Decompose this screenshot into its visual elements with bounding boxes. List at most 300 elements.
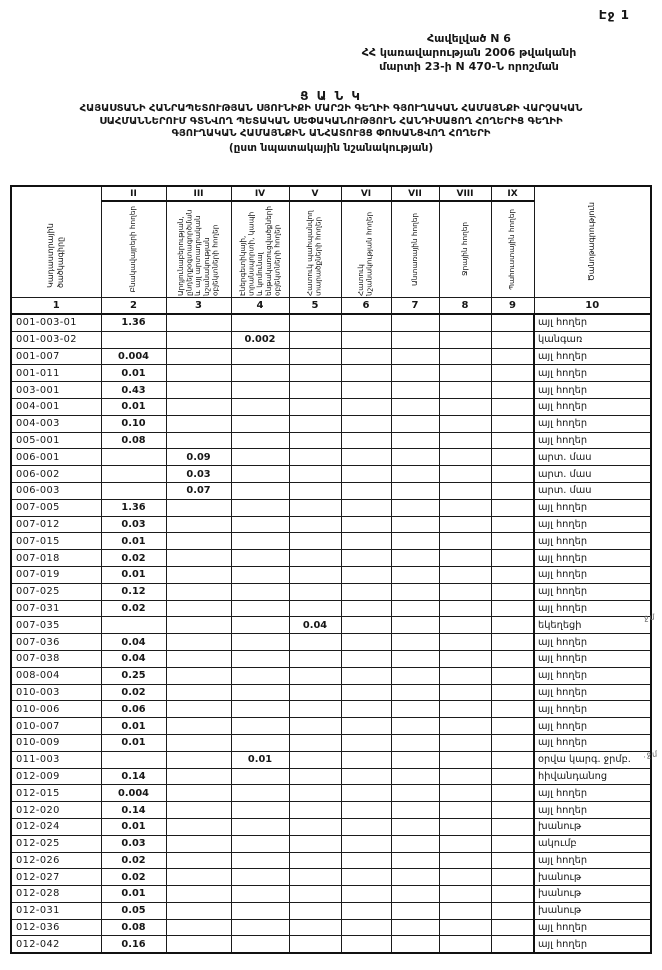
cell-note: խանութ: [534, 902, 651, 919]
cell-value: [231, 566, 289, 583]
cell-value: [391, 751, 439, 768]
cell-value: [289, 818, 341, 835]
header-special-purpose-lands-label: Հատուկ նշանակության հողեր: [356, 211, 374, 296]
cell-note: ակումբ: [534, 835, 651, 852]
table-row: [11, 348, 651, 365]
cell-value: [491, 365, 534, 382]
cell-value: [391, 466, 439, 483]
cell-note: արտ. մաս: [534, 449, 651, 466]
roman-V: V: [289, 186, 341, 201]
cell-value: 0.002: [231, 331, 289, 348]
cell-code: 012-024: [11, 818, 101, 835]
cell-code: 011-003: [11, 751, 101, 768]
cell-value: [491, 550, 534, 567]
cell-value: 0.01: [101, 365, 166, 382]
cell-value: [101, 331, 166, 348]
cell-value: [341, 919, 391, 936]
cell-value: [491, 869, 534, 886]
cell-value: [166, 785, 231, 802]
header-water-lands-label: Ջրային հողեր: [459, 222, 469, 277]
cell-code: 006-002: [11, 466, 101, 483]
cell-value: [166, 583, 231, 600]
table-row: [11, 634, 651, 651]
cell-value: [341, 466, 391, 483]
cell-note: այլ հողեր: [534, 382, 651, 399]
cell-value: [491, 634, 534, 651]
cell-value: [391, 499, 439, 516]
header-infrastructure-lands: [231, 201, 289, 298]
table-row: [11, 432, 651, 449]
table-row: [11, 886, 651, 903]
cell-value: [491, 902, 534, 919]
table-row: [11, 583, 651, 600]
cell-value: [101, 449, 166, 466]
cell-value: [491, 701, 534, 718]
cell-value: [491, 785, 534, 802]
cell-value: [341, 533, 391, 550]
cell-value: [231, 382, 289, 399]
cell-value: [166, 902, 231, 919]
roman-numeral-row: [11, 186, 651, 201]
column-number-row: [11, 298, 651, 315]
table-body: [11, 314, 651, 953]
cell-value: [439, 634, 491, 651]
cell-value: [439, 886, 491, 903]
cell-value: [439, 550, 491, 567]
cell-value: [391, 634, 439, 651]
cell-code: 007-012: [11, 516, 101, 533]
cell-value: [391, 382, 439, 399]
cell-value: [439, 583, 491, 600]
cell-value: 0.004: [101, 785, 166, 802]
cell-value: [166, 835, 231, 852]
cell-value: [439, 314, 491, 331]
cell-note: այլ հողեր: [534, 499, 651, 516]
cell-value: 0.02: [101, 600, 166, 617]
cell-value: [439, 566, 491, 583]
table-row: [11, 936, 651, 953]
cell-value: [166, 818, 231, 835]
table-row: [11, 314, 651, 331]
cell-value: [289, 667, 341, 684]
cell-code: 007-031: [11, 600, 101, 617]
cell-value: [491, 852, 534, 869]
cell-value: 0.01: [101, 566, 166, 583]
cell-value: [289, 634, 341, 651]
cell-value: [231, 482, 289, 499]
table-row: [11, 382, 651, 399]
document-title: [0, 90, 662, 155]
cell-value: [491, 499, 534, 516]
table-row: [11, 785, 651, 802]
cell-value: [391, 734, 439, 751]
cell-value: [439, 785, 491, 802]
cell-value: [391, 600, 439, 617]
cell-value: [231, 667, 289, 684]
table-row: [11, 331, 651, 348]
cell-value: [166, 802, 231, 819]
cell-value: 0.25: [101, 667, 166, 684]
cell-value: [289, 701, 341, 718]
title-line-3: ԳՅՈՒՂԱԿԱՆ ՀԱՄԱՅՆՔԻՆ ԱՆՀԱՏՈՒՅՑ ՓՈԽԱՆՑՎՈՂ ՀՈՂԵՐԻ: [171, 128, 491, 139]
cell-value: [289, 449, 341, 466]
cell-value: [289, 499, 341, 516]
cell-value: [491, 533, 534, 550]
cell-value: [439, 902, 491, 919]
cell-code: 012-020: [11, 802, 101, 819]
cell-value: [491, 482, 534, 499]
cell-value: [491, 667, 534, 684]
cell-value: [341, 550, 391, 567]
cell-value: [491, 466, 534, 483]
cell-value: [289, 516, 341, 533]
cell-code: 005-001: [11, 432, 101, 449]
cell-value: 0.02: [101, 684, 166, 701]
cell-value: [391, 768, 439, 785]
cell-code: 012-025: [11, 835, 101, 852]
cell-value: [166, 432, 231, 449]
cell-value: [166, 768, 231, 785]
header-water-lands: [439, 201, 491, 298]
cell-value: [391, 314, 439, 331]
cell-value: [439, 684, 491, 701]
cell-note: կանգառ: [534, 331, 651, 348]
table-row: [11, 482, 651, 499]
cell-code: 006-003: [11, 482, 101, 499]
appendix-line: Հավելված N 6: [427, 32, 511, 45]
cell-value: [166, 919, 231, 936]
cell-value: [341, 432, 391, 449]
cell-value: 0.04: [101, 650, 166, 667]
cell-value: [491, 718, 534, 735]
table-row: [11, 650, 651, 667]
title-subtitle: (ըստ նպատակային նշանակության): [228, 141, 434, 154]
cell-value: [289, 583, 341, 600]
cell-value: [341, 785, 391, 802]
cell-value: [231, 415, 289, 432]
cell-value: [166, 516, 231, 533]
cell-value: [166, 936, 231, 953]
cell-value: [439, 768, 491, 785]
cell-value: [231, 734, 289, 751]
cell-value: [166, 650, 231, 667]
header-infrastructure-lands-label: Էներգետիկայի, տրանսպորտի, կապի և կոմունալ ենթակառուցվածքների օբյեկտների հողեր: [237, 205, 281, 296]
header-reserve-lands: [491, 201, 534, 298]
cell-code: 006-001: [11, 449, 101, 466]
cell-value: [289, 432, 341, 449]
cell-value: [231, 802, 289, 819]
cell-value: [391, 936, 439, 953]
cell-value: [289, 466, 341, 483]
cell-value: [231, 684, 289, 701]
header-cadastral-code-label: Կադաստրային ծածկագիրը: [46, 223, 66, 288]
cell-value: [289, 365, 341, 382]
cell-value: [491, 751, 534, 768]
cell-value: [341, 768, 391, 785]
cell-value: 0.10: [101, 415, 166, 432]
cell-value: [341, 667, 391, 684]
cell-value: 0.08: [101, 919, 166, 936]
cell-value: [231, 886, 289, 903]
cell-value: [391, 902, 439, 919]
cell-note: այլ հողեր: [534, 566, 651, 583]
cell-value: [439, 466, 491, 483]
cell-value: [439, 533, 491, 550]
cell-value: [391, 852, 439, 869]
cell-note: հիվանդանոց: [534, 768, 651, 785]
cell-value: [101, 466, 166, 483]
table-row: [11, 684, 651, 701]
cell-value: [391, 919, 439, 936]
cell-value: [439, 331, 491, 348]
header-forest-lands: [391, 201, 439, 298]
cell-value: [289, 734, 341, 751]
cell-value: [491, 398, 534, 415]
table-row: [11, 768, 651, 785]
cell-value: 0.01: [101, 886, 166, 903]
cell-value: [491, 566, 534, 583]
cell-value: [491, 617, 534, 634]
cell-value: [391, 331, 439, 348]
cell-value: 0.12: [101, 583, 166, 600]
cell-value: [491, 516, 534, 533]
cell-note: եկեղեցի: [534, 617, 651, 634]
table-row: [11, 415, 651, 432]
cell-value: [491, 768, 534, 785]
cell-value: [391, 802, 439, 819]
cell-value: 0.06: [101, 701, 166, 718]
cell-value: [231, 835, 289, 852]
cell-value: [391, 818, 439, 835]
table-row: [11, 449, 651, 466]
cell-code: 010-006: [11, 701, 101, 718]
title-line-2: ՍԱՀՄԱՆՆԵՐՈՒՄ ԳՏՆՎՈՂ ՊԵՏԱԿԱՆ ՍԵՓԱԿԱՆՈՒԹՅՈՒՆ ՀԱՆԴԻՍԱՑՈՂ ՀՈՂԵՐԻՑ ԳԵՂԻԻ: [99, 115, 563, 127]
cell-value: [341, 835, 391, 852]
margin-handwritten-mark-1: ջմ: [644, 612, 657, 623]
cell-value: [166, 734, 231, 751]
table-row: [11, 718, 651, 735]
cell-value: [341, 802, 391, 819]
cell-value: [231, 348, 289, 365]
roman-VI: VI: [341, 186, 391, 201]
cell-note: օրվա կարգ. ջրմբ.: [534, 751, 651, 768]
cell-value: [166, 667, 231, 684]
cell-value: [231, 902, 289, 919]
cell-value: [341, 415, 391, 432]
cell-value: [341, 818, 391, 835]
cell-value: [341, 734, 391, 751]
government-line-2: մարտի 23-ի N 470-Ն որոշման: [379, 60, 559, 73]
cell-note: այլ հողեր: [534, 600, 651, 617]
cell-note: այլ հողեր: [534, 667, 651, 684]
cell-note: այլ հողեր: [534, 785, 651, 802]
cell-value: [166, 617, 231, 634]
table-row: [11, 701, 651, 718]
cell-value: [391, 550, 439, 567]
cell-value: [166, 852, 231, 869]
cell-value: [166, 600, 231, 617]
cell-value: [391, 886, 439, 903]
cell-note: այլ հողեր: [534, 314, 651, 331]
colnum-10: 10: [534, 298, 651, 315]
cell-value: [391, 617, 439, 634]
cell-value: [166, 684, 231, 701]
table-row: [11, 869, 651, 886]
cell-value: [439, 415, 491, 432]
cell-value: 0.16: [101, 936, 166, 953]
government-line-1: ՀՀ կառավարության 2006 թվականի: [361, 46, 577, 59]
cell-code: 001-003-02: [11, 331, 101, 348]
cell-value: [439, 734, 491, 751]
cell-value: [231, 718, 289, 735]
cell-note: այլ հողեր: [534, 634, 651, 651]
cell-value: [166, 499, 231, 516]
cell-value: [231, 818, 289, 835]
cell-note: այլ հողեր: [534, 718, 651, 735]
cell-value: [341, 398, 391, 415]
cell-value: [166, 869, 231, 886]
colnum-8: 8: [439, 298, 491, 315]
cell-value: [341, 516, 391, 533]
cell-code: 007-019: [11, 566, 101, 583]
cell-code: 012-031: [11, 902, 101, 919]
cell-value: [341, 348, 391, 365]
cell-value: [101, 482, 166, 499]
cell-value: [439, 617, 491, 634]
table-row: [11, 466, 651, 483]
roman-IV: IV: [231, 186, 289, 201]
cell-code: 010-007: [11, 718, 101, 735]
cell-note: այլ հողեր: [534, 852, 651, 869]
appendix-header: [304, 32, 634, 74]
cell-value: [341, 365, 391, 382]
cell-value: [231, 449, 289, 466]
header-settlement-lands-label: Բնակավայրերի հողեր: [128, 206, 138, 293]
cell-value: 0.04: [289, 617, 341, 634]
header-industrial-lands-label: Արդյունաբերության, ընդերքօգտագործման և այլ արտադրական նշանակության օբյեկտների հողեր: [176, 209, 220, 296]
cell-value: [491, 600, 534, 617]
cell-value: 0.08: [101, 432, 166, 449]
table-row: [11, 902, 651, 919]
cell-value: [391, 869, 439, 886]
cell-code: 001-007: [11, 348, 101, 365]
cell-code: 012-028: [11, 886, 101, 903]
cell-note: այլ հողեր: [534, 348, 651, 365]
cell-value: [391, 650, 439, 667]
cell-value: [231, 936, 289, 953]
cell-note: արտ. մաս: [534, 466, 651, 483]
cell-value: [491, 802, 534, 819]
cell-value: [439, 701, 491, 718]
cell-value: [289, 852, 341, 869]
cell-value: [491, 936, 534, 953]
cell-value: [341, 600, 391, 617]
cell-value: [439, 600, 491, 617]
cell-value: [341, 886, 391, 903]
cell-value: [491, 835, 534, 852]
table-row: [11, 667, 651, 684]
cell-value: [439, 449, 491, 466]
cell-value: 1.36: [101, 499, 166, 516]
cell-value: 0.07: [166, 482, 231, 499]
cell-note: այլ հողեր: [534, 802, 651, 819]
title-caption: Ց Ա Ն Կ: [300, 89, 362, 103]
cell-value: 0.03: [101, 835, 166, 852]
cell-value: 0.03: [101, 516, 166, 533]
cell-value: [341, 617, 391, 634]
table-row: [11, 835, 651, 852]
cell-value: [391, 667, 439, 684]
cell-value: [341, 449, 391, 466]
cell-value: [439, 432, 491, 449]
cell-value: 1.36: [101, 314, 166, 331]
cell-value: [439, 936, 491, 953]
cell-value: [341, 936, 391, 953]
cell-code: 012-009: [11, 768, 101, 785]
header-protected-lands: [289, 201, 341, 298]
cell-value: [231, 533, 289, 550]
cell-value: 0.01: [101, 734, 166, 751]
cell-value: [341, 701, 391, 718]
cell-value: [231, 550, 289, 567]
cell-value: [341, 499, 391, 516]
cell-value: [231, 432, 289, 449]
cell-value: [289, 835, 341, 852]
table-row: [11, 734, 651, 751]
cell-value: [439, 818, 491, 835]
cell-value: 0.04: [101, 634, 166, 651]
cell-value: [166, 533, 231, 550]
cell-value: [166, 550, 231, 567]
cell-value: [391, 398, 439, 415]
cell-value: [439, 499, 491, 516]
cell-value: [289, 902, 341, 919]
header-special-purpose-lands: [341, 201, 391, 298]
cell-value: [166, 751, 231, 768]
cell-value: [341, 566, 391, 583]
cell-value: [289, 398, 341, 415]
cell-code: 012-042: [11, 936, 101, 953]
cell-value: [391, 785, 439, 802]
cell-value: [341, 314, 391, 331]
cell-value: [289, 684, 341, 701]
cell-value: 0.05: [101, 902, 166, 919]
cell-value: [439, 919, 491, 936]
cell-value: 0.01: [231, 751, 289, 768]
cell-value: [341, 583, 391, 600]
cell-value: [391, 835, 439, 852]
cell-value: [166, 348, 231, 365]
cell-value: [289, 768, 341, 785]
cell-code: 012-026: [11, 852, 101, 869]
cell-value: [491, 734, 534, 751]
cell-value: [231, 768, 289, 785]
cell-note: այլ հողեր: [534, 365, 651, 382]
cell-value: [391, 583, 439, 600]
cell-note: խանութ: [534, 818, 651, 835]
cell-value: 0.01: [101, 818, 166, 835]
cell-code: 007-025: [11, 583, 101, 600]
cell-value: [439, 365, 491, 382]
cell-value: [289, 550, 341, 567]
table-row: [11, 600, 651, 617]
cell-value: [439, 667, 491, 684]
cell-note: այլ հողեր: [534, 701, 651, 718]
cell-value: [439, 650, 491, 667]
cell-value: 0.004: [101, 348, 166, 365]
cell-note: այլ հողեր: [534, 650, 651, 667]
cell-value: [341, 902, 391, 919]
